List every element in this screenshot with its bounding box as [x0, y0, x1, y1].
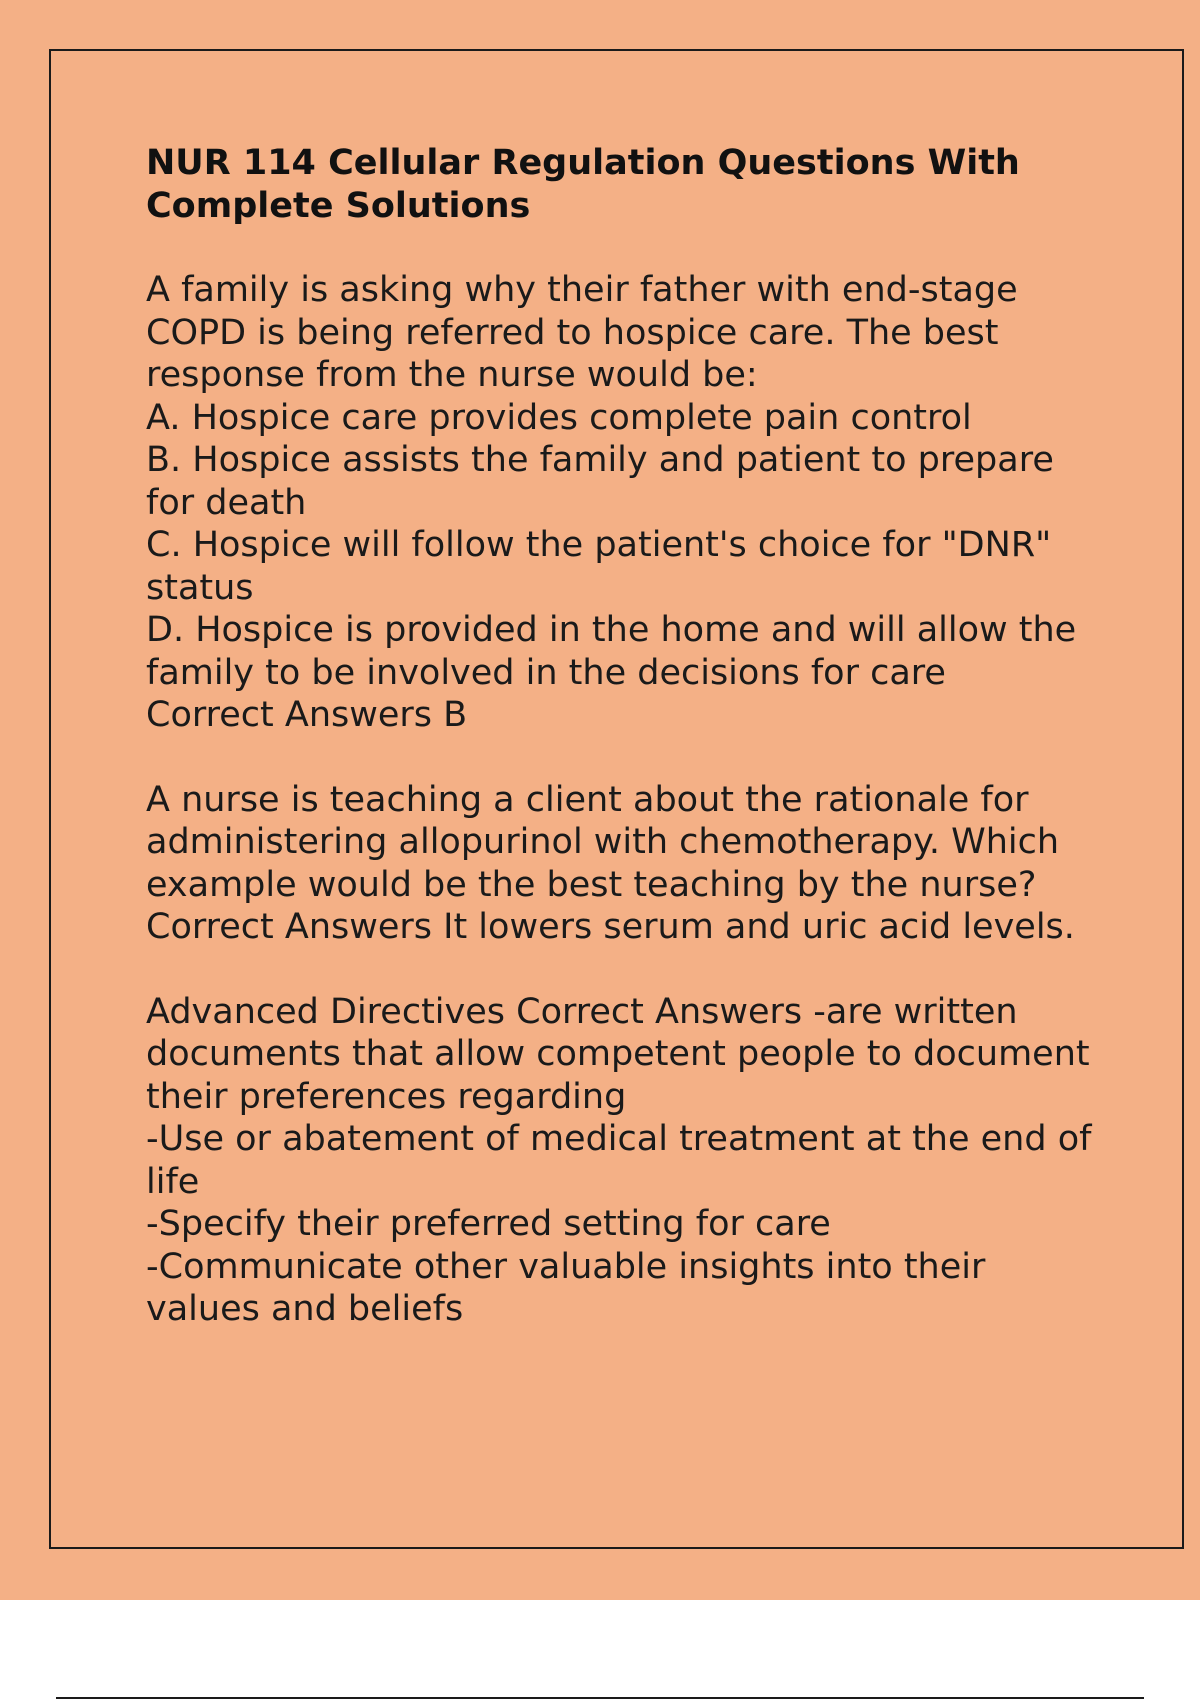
document-content [146, 142, 1106, 1373]
question-block-allopurinol: A nurse is teaching a client about the rationale for administering allopurinol with chemotherapy. Which example would be the best teaching by the nurse? Correct Answers It lowers serum and uric acid levels. [146, 779, 1075, 947]
document-title: NUR 114 Cellular Regulation Questions With Complete Solutions [146, 143, 1020, 226]
footer-divider [56, 1697, 1144, 1699]
question-block-hospice: A family is asking why their father with end-stage COPD is being referred to hospice care. The best response from the nurse would be: A. Hospice care provides complete pain control B. Hospice assists the family and patient to prepare for death C. Hospice will follow the patient's choice for "DNR" status D. Hospice is provided in the home and will allow the family to be involved in the decisions for care Correct Answers B [146, 270, 1077, 735]
question-block-advanced-directives: Advanced Directives Correct Answers -are written documents that allow competent people to document their preferences regarding -Use or abatement of medical treatment at the end of life -Specify their preferred setting for care -Communicate other valuable insights into their values and beliefs [146, 991, 1092, 1329]
